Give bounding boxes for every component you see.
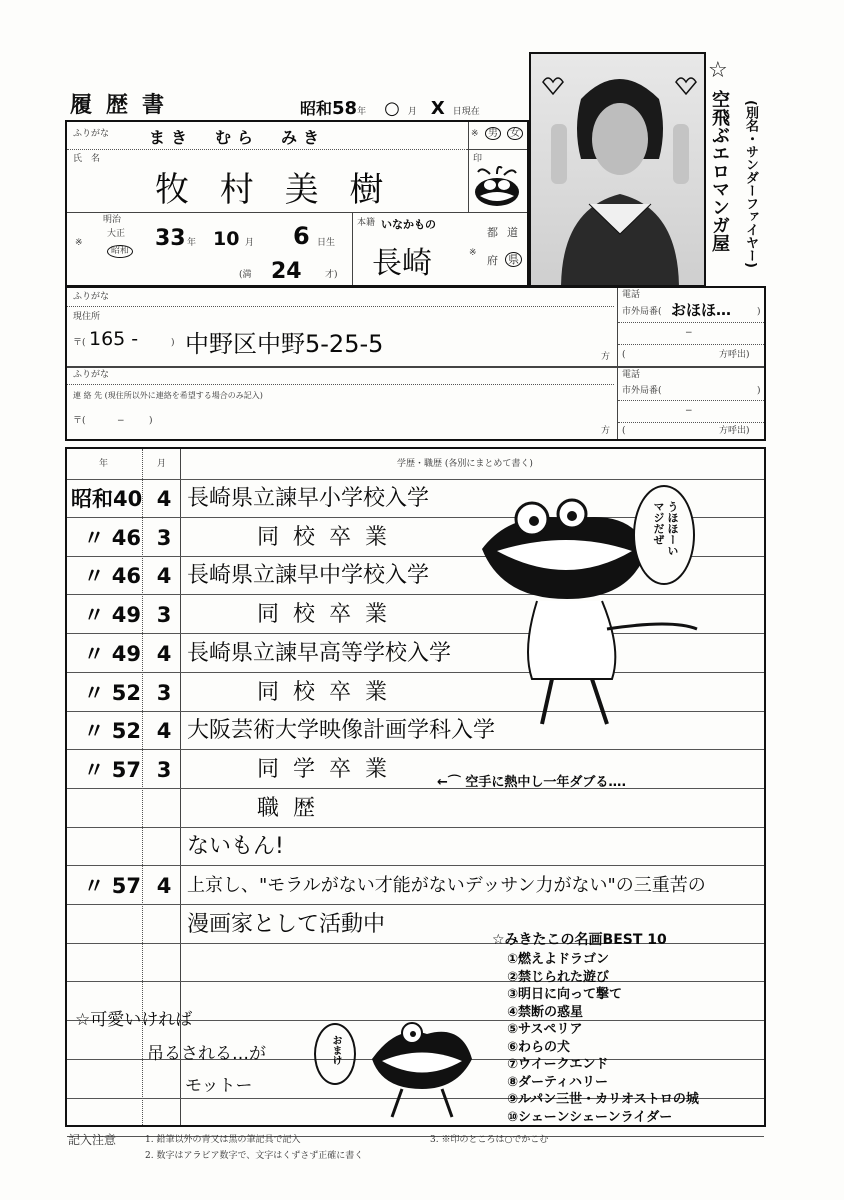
area-code-close: )	[757, 307, 761, 317]
furigana-label: ふりがな	[73, 129, 110, 139]
age-prefix: (満	[239, 270, 252, 280]
motto-line-1: ☆可愛いければ	[75, 1010, 193, 1030]
row-content: 大阪芸術大学映像計画学科入学	[187, 718, 496, 744]
best-movie-item: ④禁断の惑星	[507, 1004, 584, 1020]
area-code-value: おほほ…	[671, 301, 732, 319]
row-content: 同学卒業	[257, 756, 402, 782]
contact-phone-dash: −	[685, 406, 693, 416]
date-month-label: 月	[407, 107, 417, 117]
best-movie-item: ⑨ルパン三世・カリオストロの城	[507, 1092, 699, 1107]
best-movie-item: ②禁じられた遊び	[507, 969, 610, 985]
row-content: 同校卒業	[257, 679, 402, 705]
address-postal-prefix: 〒(	[73, 338, 86, 348]
name-section	[65, 120, 529, 287]
honseki-value: 長崎	[372, 246, 432, 281]
speech-bubble: うほほーい マジだぜ	[633, 485, 695, 585]
pref-to: 都	[487, 226, 498, 239]
best-list	[507, 951, 699, 1126]
best-movie-item: ⑤サスペリア	[507, 1022, 583, 1037]
row-content: 職歴	[257, 795, 330, 821]
footer-label: 記入注意	[68, 1133, 117, 1147]
contact-phone-label: 電話	[622, 370, 641, 380]
birth-mark: ※	[75, 238, 83, 248]
date-era: 昭和	[300, 99, 333, 118]
small-monster-icon	[367, 1019, 477, 1119]
history-table	[65, 447, 766, 1127]
address-section	[65, 286, 766, 441]
contact-label: 連 絡 先 (現住所以外に連絡を希望する場合のみ記入)	[73, 391, 263, 400]
footer-note-3: 3. ※印のところは○でかこむ	[430, 1135, 549, 1145]
date-month: ○	[384, 98, 400, 119]
pref-fu: 府	[487, 254, 498, 267]
pref-do: 道	[507, 226, 518, 239]
seal-label: 印	[473, 154, 483, 164]
row-content: 長崎県立諫早中学校入学	[187, 563, 430, 589]
name-value: 牧 村 美 樹	[155, 170, 394, 210]
best-movie-item: ⑧ダーティハリー	[507, 1074, 608, 1090]
birth-day-label: 日生	[317, 238, 336, 248]
table-row	[67, 751, 764, 789]
date-day: X	[430, 98, 445, 119]
row-month: 3	[156, 603, 172, 628]
row-content: 上京し、"モラルがない才能がないデッサン力がない"の三重苦の	[187, 875, 706, 896]
best-movie-item: ①燃えよドラゴン	[507, 952, 610, 967]
address-postal-suffix: )	[171, 338, 175, 348]
best-title: ☆みきたこの名画BEST 10	[492, 932, 667, 948]
pref-mark: ※	[469, 248, 477, 258]
row-content: 長崎県立諫早高等学校入学	[187, 640, 452, 666]
footer-note-1: 1. 鉛筆以外の青又は黒の筆記具で記入	[145, 1135, 301, 1145]
row-month: 4	[156, 874, 172, 898]
table-row	[67, 828, 764, 866]
footer-note-2: 2. 数字はアラビア数字で、文字はくずさず正確に書く	[145, 1151, 364, 1161]
row-year: 〃 49	[83, 603, 141, 628]
contact-postal-suffix: )	[149, 416, 153, 426]
row-year: 〃 49	[83, 641, 141, 666]
date-year: 58	[332, 98, 358, 119]
phone-dash: −	[685, 328, 693, 338]
caption-main: 空飛ぶエロマンガ屋	[709, 90, 730, 252]
seal-monster-icon	[472, 166, 522, 208]
gender-mark: ※	[471, 129, 479, 139]
best-movie-item: ⑥わらの犬	[507, 1039, 571, 1055]
person-photo-icon	[531, 54, 706, 287]
address-label: 現住所	[73, 312, 101, 322]
row-month: 4	[156, 487, 172, 511]
row-content: 同校卒業	[257, 524, 402, 550]
row-month: 4	[156, 564, 172, 589]
row-content: 長崎県立諫早小学校入学	[187, 486, 430, 511]
portrait-photo	[529, 52, 706, 287]
row-year: 〃 57	[83, 757, 141, 782]
col-month: 月	[157, 459, 167, 469]
contact-furigana-label: ふりがな	[73, 370, 110, 380]
area-code-label: 市外局番(	[622, 307, 662, 317]
row-month: 3	[156, 757, 172, 782]
best-movie-item: ⑦ウイークエンド	[507, 1057, 609, 1072]
contact-call-open: (	[622, 426, 626, 436]
age-value: 24	[271, 259, 302, 284]
row-month: 3	[156, 680, 172, 705]
row-month: 4	[156, 641, 172, 666]
address-furigana-label: ふりがな	[73, 292, 110, 302]
document-title: 履歴書	[70, 92, 179, 118]
caption-sub: (別名・サンダーファイヤー)	[743, 100, 758, 268]
gender-male: 男	[485, 127, 501, 140]
row-month: 3	[156, 525, 172, 550]
motto-line-2: 吊るされる…が	[147, 1044, 266, 1064]
honseki-note: いなかもの	[381, 218, 436, 231]
row-content: ないもん!	[187, 834, 284, 860]
row-year: 昭和40	[71, 487, 143, 511]
karate-note: ←⌒ 空手に熱中し一年ダブる….	[437, 775, 627, 790]
address-kata: 方	[601, 352, 611, 362]
row-year: 〃 46	[83, 525, 141, 550]
table-row	[67, 790, 764, 828]
row-content: 漫画家として活動中	[187, 911, 386, 937]
address-postal: 165 -	[89, 328, 139, 350]
age-suffix: 才)	[325, 270, 338, 280]
row-year: 〃 57	[83, 874, 141, 898]
contact-postal-prefix: 〒(	[73, 416, 86, 426]
era-taisho: 大正	[107, 229, 126, 239]
phone-label: 電話	[622, 290, 641, 300]
omake-bubble: おまけ	[314, 1023, 356, 1085]
contact-area-code-close: )	[757, 386, 761, 396]
contact-kata: 方	[601, 426, 611, 436]
row-content: 同校卒業	[257, 602, 402, 628]
gender-female: 女	[507, 127, 523, 140]
birth-day: 6	[293, 222, 310, 250]
date-day-label: 日現在	[452, 107, 480, 117]
birth-year: 33	[155, 226, 186, 251]
pref-ken: 県	[505, 252, 522, 267]
call-label: 方呼出)	[719, 350, 750, 360]
best-movie-item: ③明日に向って撃て	[507, 987, 623, 1002]
row-month: 4	[156, 719, 172, 744]
row-year: 〃 52	[83, 680, 141, 705]
address-value: 中野区中野5-25-5	[185, 330, 384, 358]
contact-call-label: 方呼出)	[719, 426, 750, 436]
row-year: 〃 52	[83, 719, 141, 744]
motto-line-3: モットー	[185, 1076, 253, 1096]
col-content: 学歴・職歴 (各別にまとめて書く)	[397, 459, 533, 469]
row-year: 〃 46	[83, 564, 141, 589]
birth-month-label: 月	[245, 238, 255, 248]
era-showa: 昭和	[107, 245, 133, 258]
furigana-value: まき むら みき	[149, 128, 326, 147]
table-row	[67, 867, 764, 905]
col-year: 年	[99, 459, 109, 469]
caption-star: ☆	[708, 58, 728, 83]
date-year-label: 年	[357, 107, 367, 117]
contact-postal-dash: −	[117, 416, 125, 426]
birth-month: 10	[213, 228, 240, 250]
date-line	[300, 96, 480, 119]
name-label: 氏 名	[73, 154, 101, 164]
birth-year-label: 年	[187, 238, 197, 248]
era-meiji: 明治	[103, 215, 122, 225]
best-movie-item: ⑩シェーンシェーンライダー	[507, 1109, 673, 1125]
contact-area-code-label: 市外局番(	[622, 386, 662, 396]
call-open: (	[622, 350, 626, 360]
honseki-label: 本籍	[357, 218, 376, 228]
